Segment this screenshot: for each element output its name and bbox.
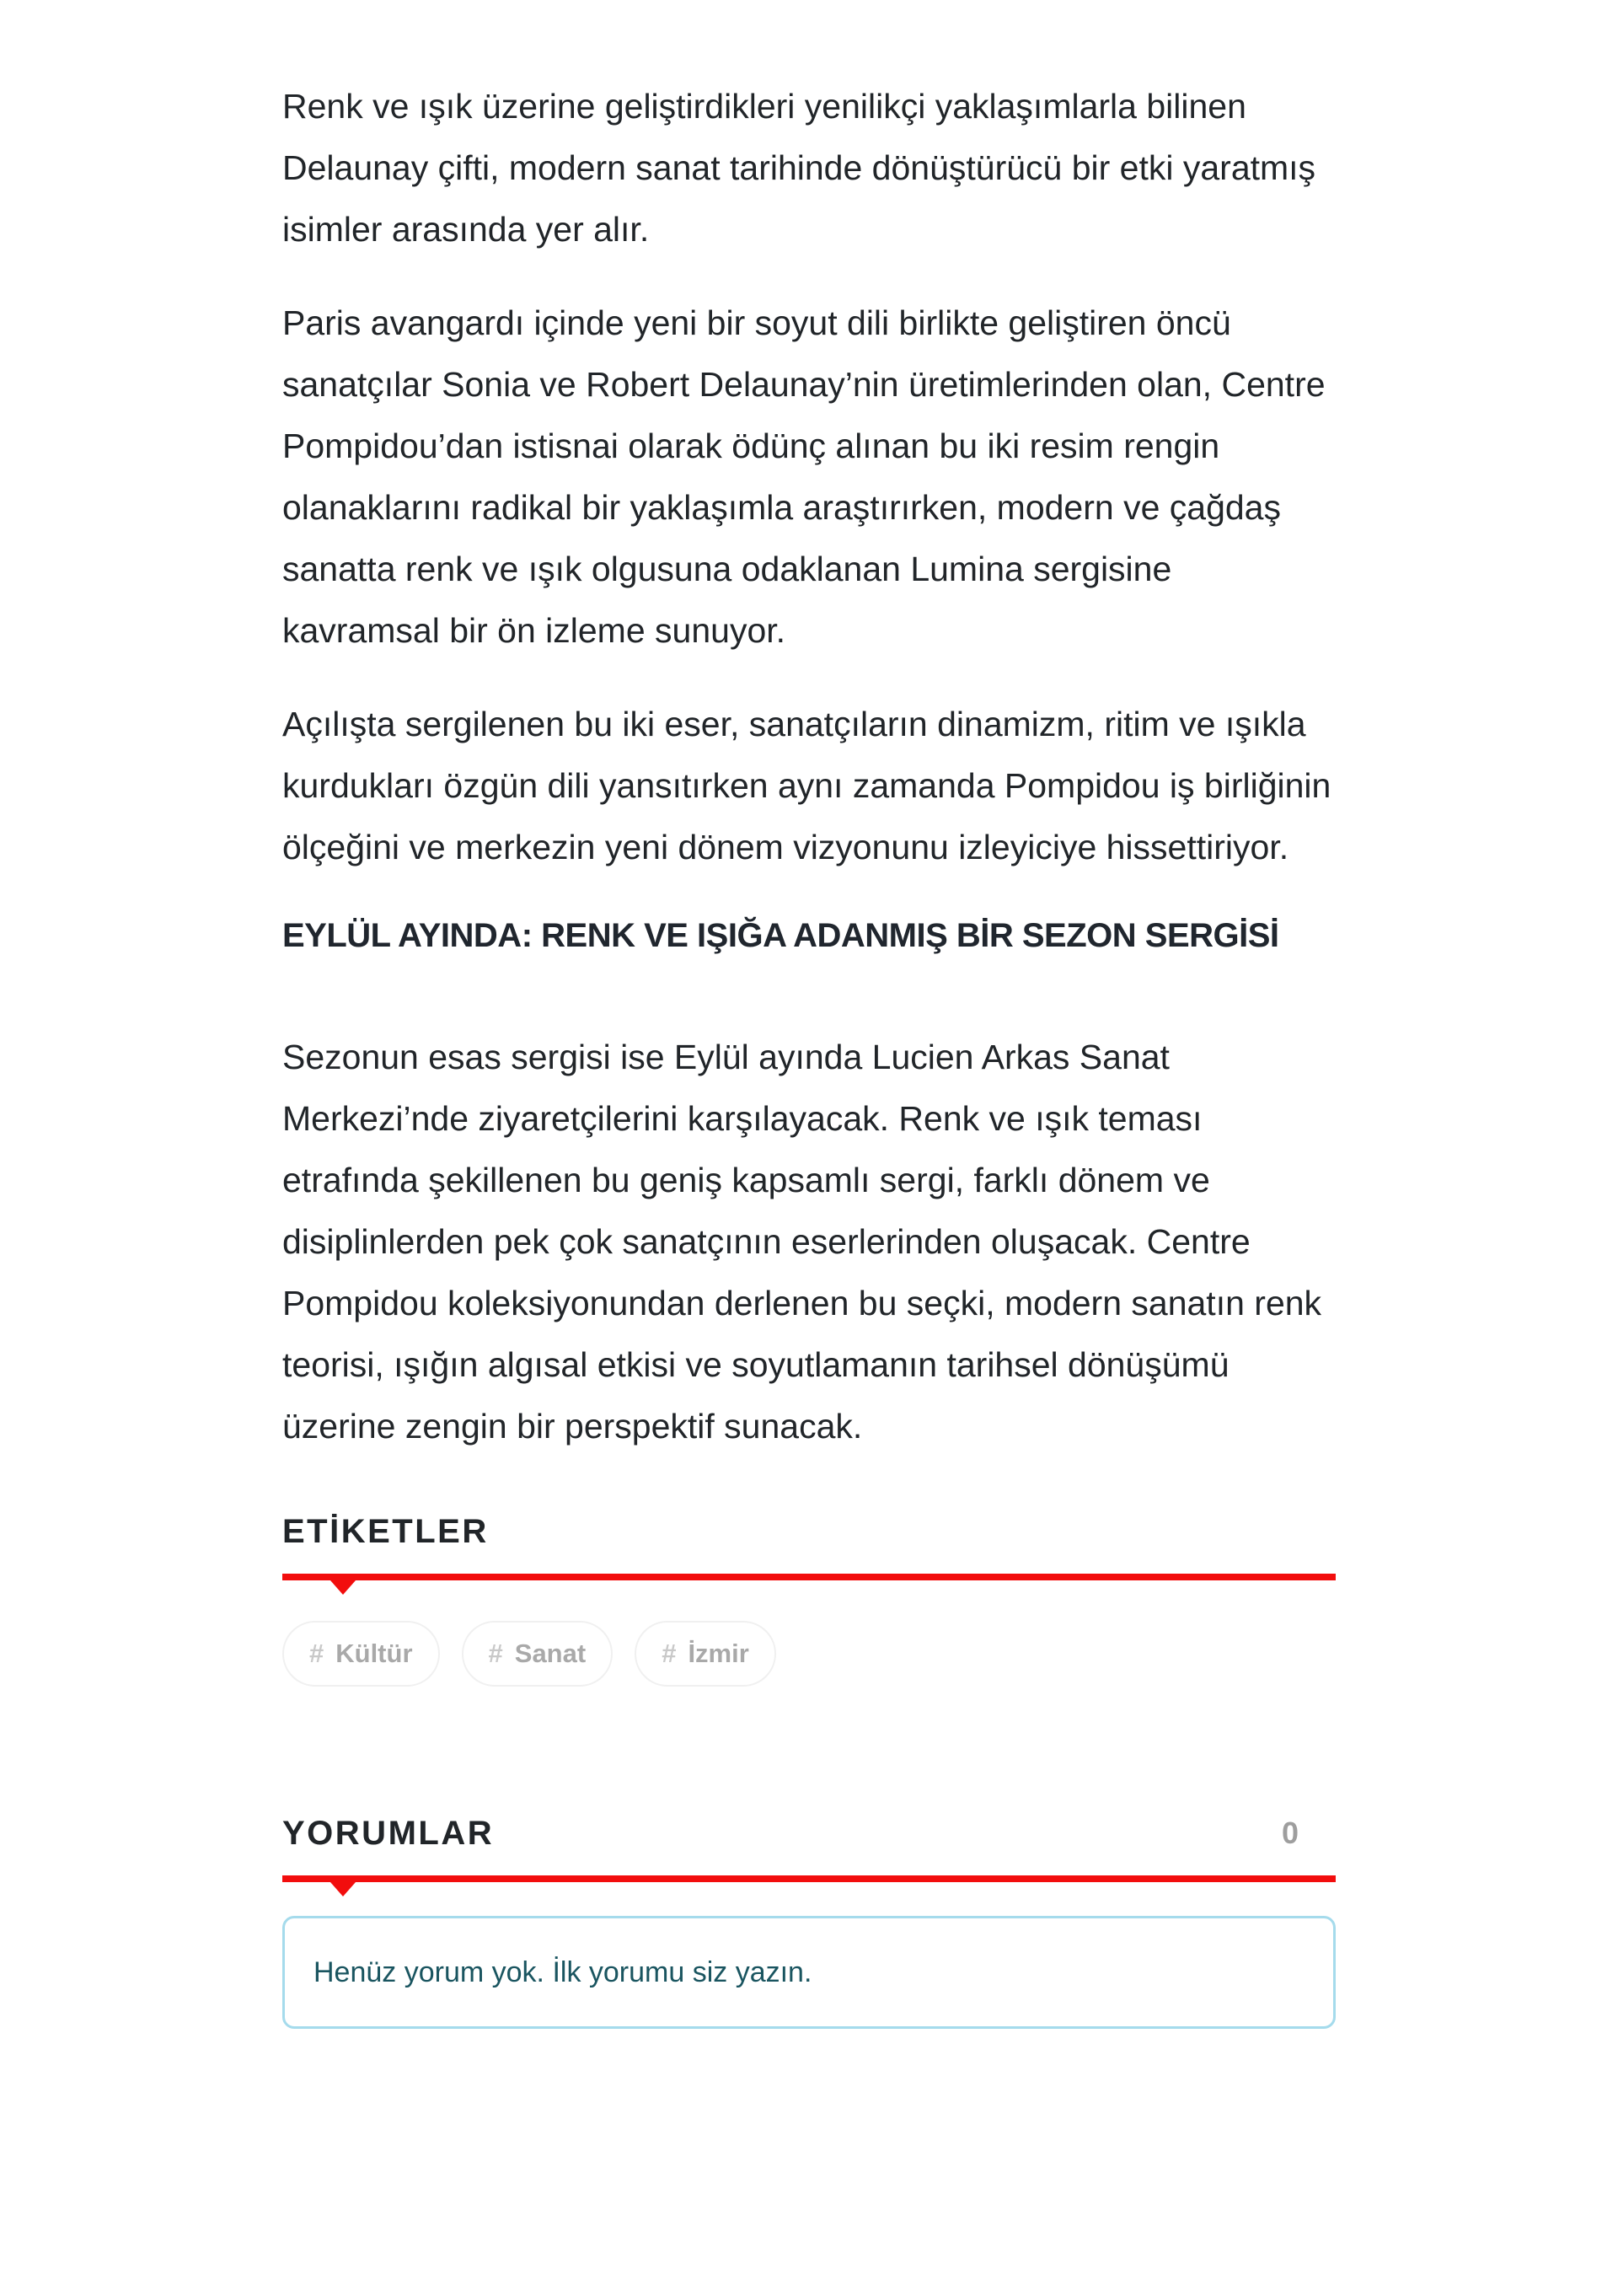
- hash-icon: #: [309, 1639, 324, 1668]
- comments-section-title: YORUMLAR: [282, 1815, 495, 1852]
- comments-section-header: [282, 1813, 1336, 1853]
- tags-row: [282, 1621, 1336, 1687]
- tag-chip-izmir[interactable]: [635, 1621, 776, 1687]
- red-divider: [282, 1875, 1336, 1882]
- tag-chip-kultur[interactable]: [282, 1621, 440, 1687]
- red-divider: [282, 1574, 1336, 1580]
- comments-count-badge: 0: [1281, 1816, 1299, 1850]
- tag-label: Kültür: [335, 1639, 413, 1668]
- article-subheading: EYLÜL AYINDA: RENK VE IŞIĞA ADANMIŞ BİR SEZON SERGİSİ: [282, 917, 1279, 954]
- tags-section-header: [282, 1511, 1336, 1552]
- down-triangle-marker-icon: [330, 1580, 356, 1595]
- no-comments-notice: [282, 1916, 1336, 2029]
- article-paragraph: Açılışta sergilenen bu iki eser, sanatçıların dinamizm, ritim ve ışıkla kurdukları özgün dili yansıtırken aynı zamanda Pompidou iş birliğinin ölçeğini ve merkezin yeni dönem vizyonunu izleyiciye hissettiriyor.: [282, 705, 1331, 866]
- article-paragraph: Sezonun esas sergisi ise Eylül ayında Lucien Arkas Sanat Merkezi’nde ziyaretçilerini karşılayacak. Renk ve ışık teması etrafında şekillenen bu geniş kapsamlı sergi, farklı dönem ve disiplinlerden pek çok sanatçının eserlerinden oluşacak. Centre Pompidou koleksiyonundan derlenen bu seçki, modern sanatın renk teorisi, ışığın algısal etkisi ve soyutlamanın tarihsel dönüşümü üzerine zengin bir perspektif sunacak.: [282, 1038, 1322, 1446]
- hash-icon: #: [662, 1639, 677, 1668]
- article-body: [282, 76, 1336, 1457]
- hash-icon: #: [488, 1639, 503, 1668]
- tags-section: [282, 1511, 1336, 1687]
- down-triangle-marker-icon: [330, 1882, 356, 1896]
- tags-section-title: ETİKETLER: [282, 1513, 489, 1550]
- article-page: [282, 0, 1336, 2029]
- no-comments-message: Henüz yorum yok. İlk yorumu siz yazın.: [313, 1956, 812, 1988]
- article-paragraph: Paris avangardı içinde yeni bir soyut dili birlikte geliştiren öncü sanatçılar Sonia ve Robert Delaunay’nin üretimlerinden olan, Centre Pompidou’dan istisnai olarak ödünç alınan bu iki resim rengin olanaklarını radikal bir yaklaşımla araştırırken, modern ve çağdaş sanatta renk ve ışık olgusuna odaklanan Lumina sergisine kavramsal bir ön izleme sunuyor.: [282, 303, 1326, 650]
- tag-label: İzmir: [688, 1639, 749, 1668]
- article-paragraph: Renk ve ışık üzerine geliştirdikleri yenilikçi yaklaşımlarla bilinen Delaunay çifti, modern sanat tarihinde dönüştürücü bir etki yaratmış isimler arasında yer alır.: [282, 87, 1316, 249]
- tag-label: Sanat: [514, 1639, 587, 1668]
- tag-chip-sanat[interactable]: [462, 1621, 613, 1687]
- comments-section: [282, 1813, 1336, 2029]
